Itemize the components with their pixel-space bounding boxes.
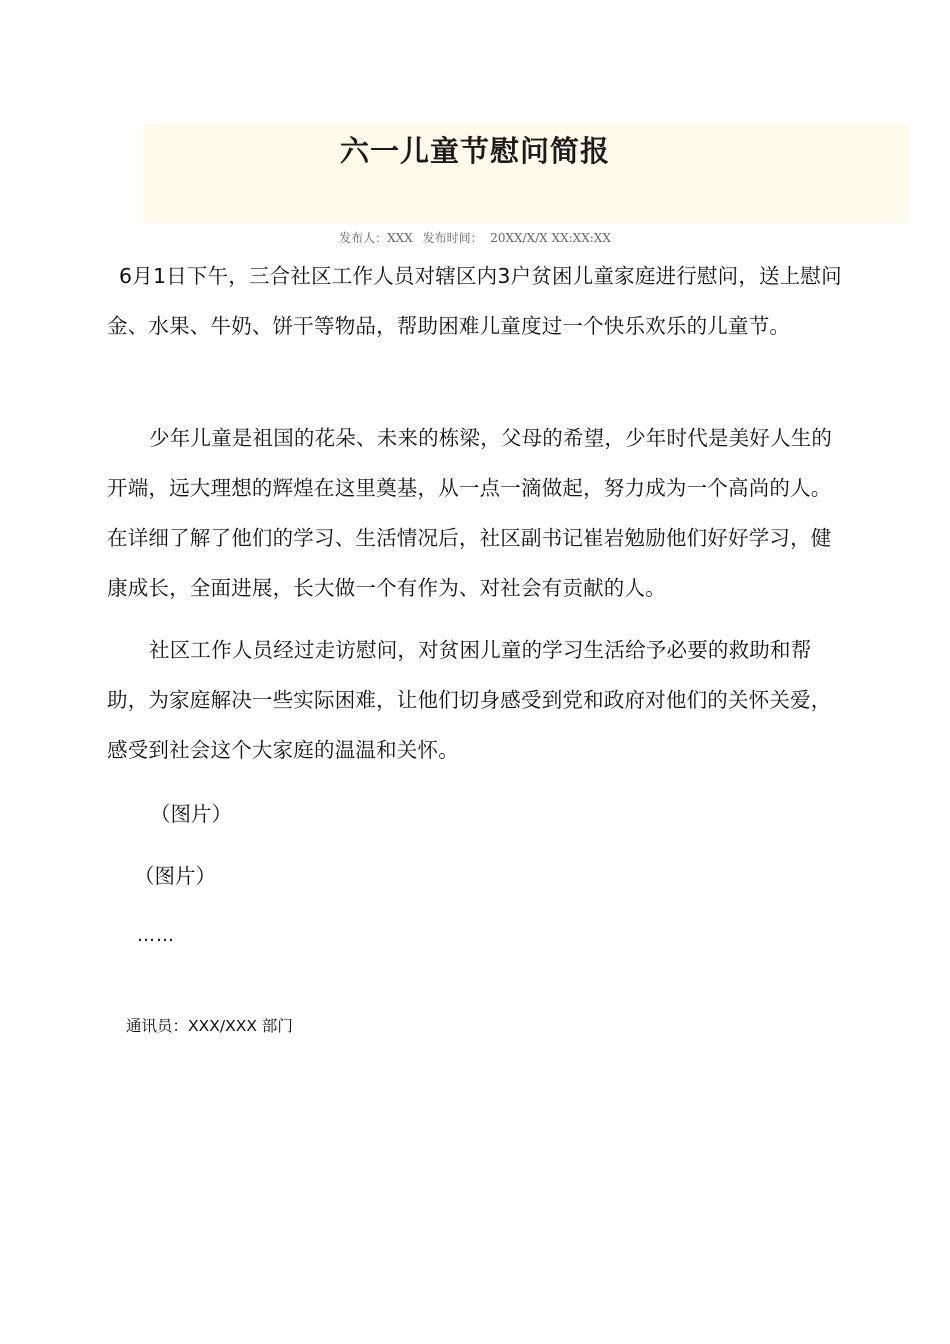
publish-time: 发布时间： 20XX/X/X XX:XX:XX [422,231,611,245]
image-placeholder-1: （图片） [150,802,232,826]
publisher: 发布人：XXX [339,231,413,245]
image-placeholder-2: （图片） [134,864,216,888]
publish-meta [0,229,950,246]
reporter-line: 通讯员：XXX/XXX 部门 [126,1017,293,1035]
paragraph-3: 社区工作人员经过走访慰问，对贫困儿童的学习生活给予必要的救助和帮助，为家庭解决一些实际困难，让他们切身感受到党和政府对他们的关怀关爱，感受到社会这个大家庭的温温和关怀。 [107,638,832,762]
paragraph-2: 少年儿童是祖国的花朵、未来的栋梁，父母的希望，少年时代是美好人生的开端，远大理想的辉煌在这里奠基，从一点一滴做起，努力成为一个高尚的人。在详细了解了他们的学习、生活情况后，社区副书记崔岩勉励他们好好学习，健康成长，全面进展，长大做一个有作为、对社会有贡献的人。 [107,426,833,600]
paragraph-1: 6月1日下午，三合社区工作人员对辖区内3户贫困儿童家庭进行慰问，送上慰问金、水果、牛奶、饼干等物品，帮助困难儿童度过一个快乐欢乐的儿童节。 [107,264,842,338]
ellipsis: …… [137,925,175,946]
document-title: 六一儿童节慰问简报 [339,134,610,168]
